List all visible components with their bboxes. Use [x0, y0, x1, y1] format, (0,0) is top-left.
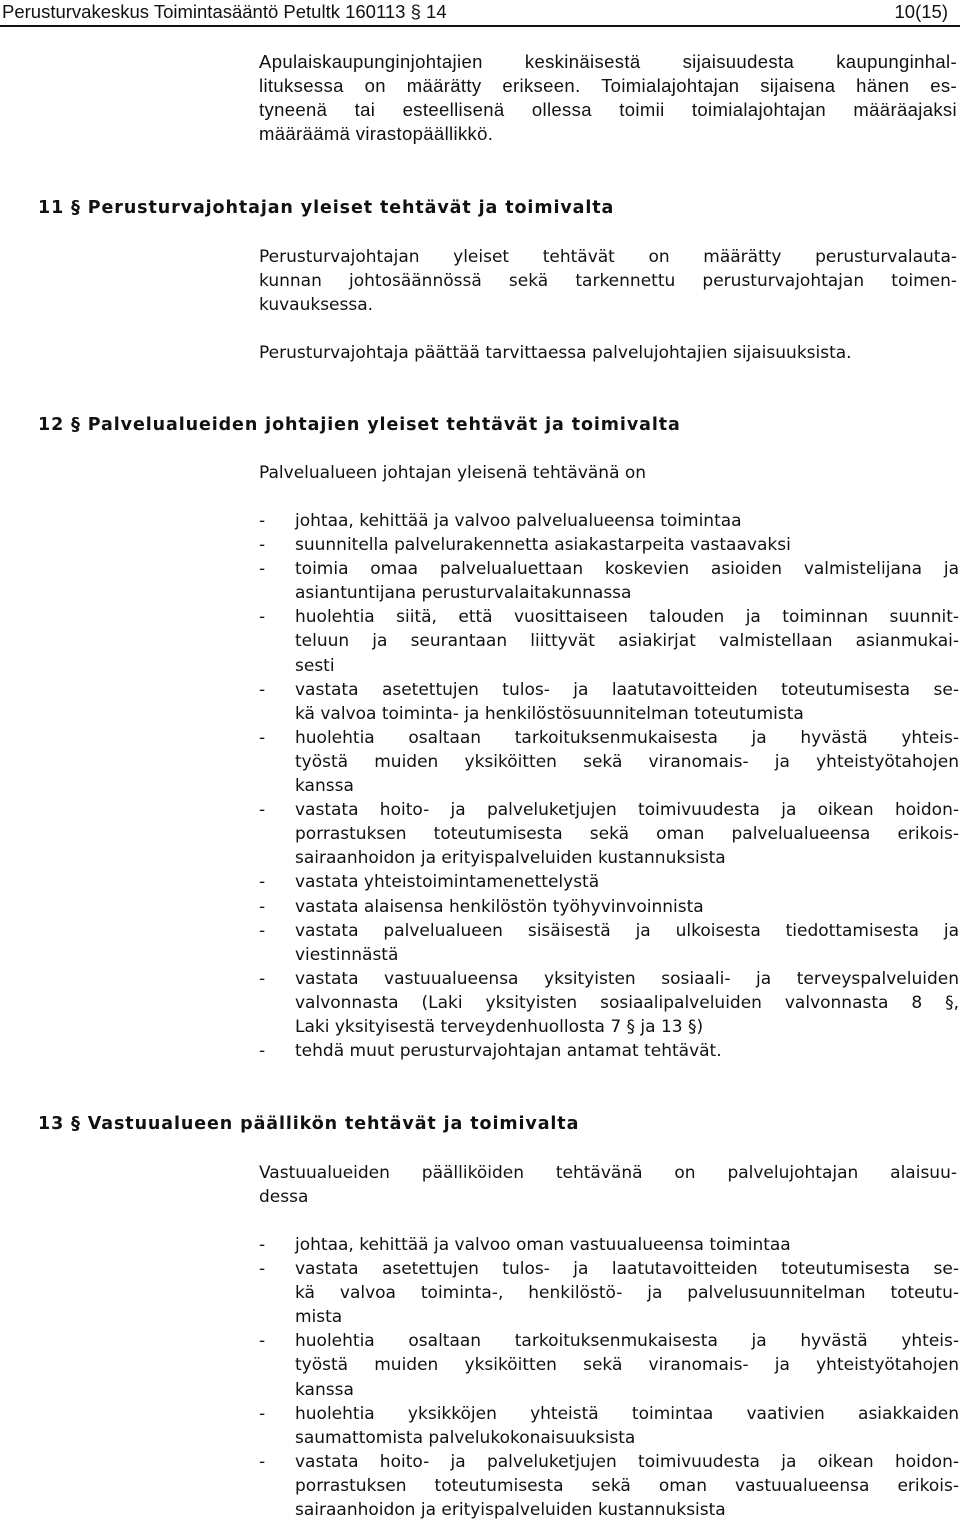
text-line: työstä muiden yksiköitten sekä viranomais- ja yhteistyötahojen	[295, 751, 959, 772]
text-line: Perusturvajohtajan yleiset tehtävät on määrätty perusturvalauta-	[259, 247, 957, 267]
bullet-dash: -	[259, 896, 266, 917]
text-line: kuvauksessa.	[259, 295, 374, 315]
text-line: dessa	[259, 1187, 309, 1207]
bullet-dash: -	[259, 1235, 266, 1255]
list-item	[259, 1233, 959, 1257]
bullet-dash: -	[259, 607, 266, 628]
list-item	[259, 1450, 959, 1522]
bullet-dash: -	[259, 1259, 266, 1280]
list-item-text	[295, 509, 959, 533]
bullet-dash: -	[259, 1331, 266, 1352]
bullet-dash: -	[259, 920, 266, 941]
text-line: johtaa, kehittää ja valvoo palvelualueensa toimintaa	[295, 511, 742, 531]
list-item-text	[295, 557, 959, 605]
page-number: 10(15)	[894, 1, 948, 22]
text-line: saumattomista palvelukokonaisuuksista	[295, 1427, 636, 1448]
header-divider	[0, 25, 960, 27]
bullet-dash: -	[259, 968, 266, 989]
text-line: kanssa	[295, 1379, 354, 1400]
text-line: suunnitella palvelurakennetta asiakastarpeita vastaavaksi	[295, 535, 791, 556]
list-item-text	[295, 1233, 959, 1257]
list-item	[259, 726, 959, 798]
text-line: työstä muiden yksiköitten sekä viranomais- ja yhteistyötahojen	[295, 1355, 959, 1376]
text-line: vastata asetettujen tulos- ja laatutavoitteiden toteutumisesta se-	[295, 679, 959, 700]
list-item-text	[295, 726, 959, 798]
text-line: porrastuksen toteutumisesta sekä oman vastuualueensa erikois-	[295, 1475, 959, 1496]
list-item	[259, 1402, 959, 1450]
text-line: määräämä virastopäällikkö.	[259, 123, 494, 144]
text-line: huolehtia osaltaan tarkoituksenmukaisesta ja hyvästä yhteis-	[295, 1331, 959, 1352]
text-line: kä valvoa toiminta-, henkilöstö- ja palvelusuunnitelman toteutu-	[295, 1283, 959, 1304]
list-item	[259, 509, 959, 533]
bullet-dash: -	[259, 679, 266, 700]
text-line: tyneenä tai esteellisenä ollessa toimii toimialajohtajan määräajaksi	[259, 99, 957, 120]
list-item-text	[295, 1039, 959, 1063]
text-line: johtaa, kehittää ja valvoo oman vastuualueensa toimintaa	[295, 1235, 791, 1255]
text-line: huolehtia osaltaan tarkoituksenmukaisesta ja hyvästä yhteis-	[295, 727, 959, 748]
bullet-dash: -	[259, 800, 266, 821]
list-item	[259, 1039, 959, 1063]
text-line: kanssa	[295, 776, 354, 797]
text-line: valvonnasta (Laki yksityisten sosiaalipalveluiden valvonnasta 8 §,	[295, 992, 959, 1013]
list-item-text	[295, 895, 959, 919]
list-item	[259, 605, 959, 677]
text-line: huolehtia siitä, että vuosittaiseen talouden ja toiminnan suunnit-	[295, 607, 959, 628]
section-11-paragraph-1	[259, 245, 957, 317]
list-item	[259, 967, 959, 1039]
bullet-dash: -	[259, 511, 266, 531]
text-line: huolehtia yksikköjen yhteistä toimintaa vaativien asiakkaiden	[295, 1403, 959, 1424]
text-line: vastata yhteistoimintamenettelystä	[295, 872, 600, 893]
list-item	[259, 533, 959, 557]
list-item	[259, 919, 959, 967]
text-line: Laki yksityisestä terveydenhuollosta 7 § ja 13 §)	[295, 1016, 704, 1037]
text-line: viestinnästä	[295, 944, 399, 965]
text-line: Apulaiskaupunginjohtajien keskinäisestä sijaisuudesta kaupunginhal-	[259, 51, 957, 72]
list-item	[259, 870, 959, 894]
list-item-text	[295, 678, 959, 726]
list-item-text	[295, 919, 959, 967]
intro-paragraph	[259, 50, 957, 146]
list-item	[259, 557, 959, 605]
text-line: vastata palvelualueen sisäisestä ja ulkoisesta tiedottamisesta ja	[295, 920, 959, 941]
list-item-text	[295, 870, 959, 894]
text-line: vastata vastuualueensa yksityisten sosiaali- ja terveyspalveluiden	[295, 968, 959, 989]
text-line: kä valvoa toiminta- ja henkilöstösuunnitelman toteutumista	[295, 703, 804, 724]
list-item	[259, 798, 959, 870]
text-line: Perusturvajohtaja päättää tarvittaessa palvelujohtajien sijaisuuksista.	[259, 343, 852, 363]
section-12-intro	[259, 461, 957, 485]
text-line: tehdä muut perusturvajohtajan antamat tehtävät.	[295, 1041, 722, 1062]
text-line: sairaanhoidon ja erityispalveluiden kustannuksista	[295, 1500, 726, 1521]
section-13-heading: 13 § Vastuualueen päällikön tehtävät ja toimivalta	[38, 1114, 580, 1134]
text-line: asiantuntijana perusturvalaitakunnassa	[295, 583, 632, 604]
text-line: vastata alaisensa henkilöstön työhyvinvoinnista	[295, 896, 704, 917]
bullet-dash: -	[259, 559, 266, 580]
bullet-dash: -	[259, 727, 266, 748]
text-line: teluun ja seurantaan liittyvät asiakirjat valmistellaan asianmukai-	[295, 631, 959, 652]
bullet-dash: -	[259, 535, 266, 556]
text-line: porrastuksen toteutumisesta sekä oman palvelualueensa erikois-	[295, 824, 959, 845]
text-line: lituksessa on määrätty erikseen. Toimialajohtajan sijaisena hänen es-	[259, 75, 957, 96]
document-title: Perusturvakeskus Toimintasääntö Petultk 160113 § 14	[2, 1, 447, 22]
list-item	[259, 678, 959, 726]
bullet-dash: -	[259, 1041, 266, 1062]
text-line: Vastuualueiden päälliköiden tehtävänä on palvelujohtajan alaisuu-	[259, 1163, 957, 1183]
text-line: vastata hoito- ja palveluketjujen toimivuudesta ja oikean hoidon-	[295, 800, 959, 821]
text-line: vastata asetettujen tulos- ja laatutavoitteiden toteutumisesta se-	[295, 1259, 959, 1280]
list-item-text	[295, 533, 959, 557]
list-item	[259, 1257, 959, 1329]
list-item-text	[295, 1450, 959, 1522]
list-item-text	[295, 1257, 959, 1329]
section-11-heading: 11 § Perusturvajohtajan yleiset tehtävät ja toimivalta	[38, 198, 615, 218]
section-13-intro	[259, 1161, 957, 1209]
bullet-dash: -	[259, 872, 266, 893]
bullet-dash: -	[259, 1403, 266, 1424]
text-line: mista	[295, 1307, 343, 1328]
list-item	[259, 895, 959, 919]
text-line: toimia omaa palvelualuettaan koskevien asioiden valmistelijana ja	[295, 559, 959, 580]
text-line: sesti	[295, 655, 335, 676]
list-item-text	[295, 967, 959, 1039]
bullet-dash: -	[259, 1451, 266, 1472]
section-12-task-list	[259, 509, 959, 1063]
text-line: sairaanhoidon ja erityispalveluiden kustannuksista	[295, 848, 726, 869]
list-item	[259, 1329, 959, 1401]
text-line: vastata hoito- ja palveluketjujen toimivuudesta ja oikean hoidon-	[295, 1451, 959, 1472]
list-item-text	[295, 605, 959, 677]
text-line: kunnan johtosäännössä sekä tarkennettu perusturvajohtajan toimen-	[259, 271, 957, 291]
list-item-text	[295, 798, 959, 870]
text-line: Palvelualueen johtajan yleisenä tehtävänä on	[259, 463, 647, 483]
section-11-paragraph-2	[259, 341, 957, 365]
list-item-text	[295, 1329, 959, 1401]
section-13-task-list	[259, 1233, 959, 1522]
page-header	[0, 0, 960, 26]
section-12-heading: 12 § Palvelualueiden johtajien yleiset tehtävät ja toimivalta	[38, 415, 681, 435]
list-item-text	[295, 1402, 959, 1450]
